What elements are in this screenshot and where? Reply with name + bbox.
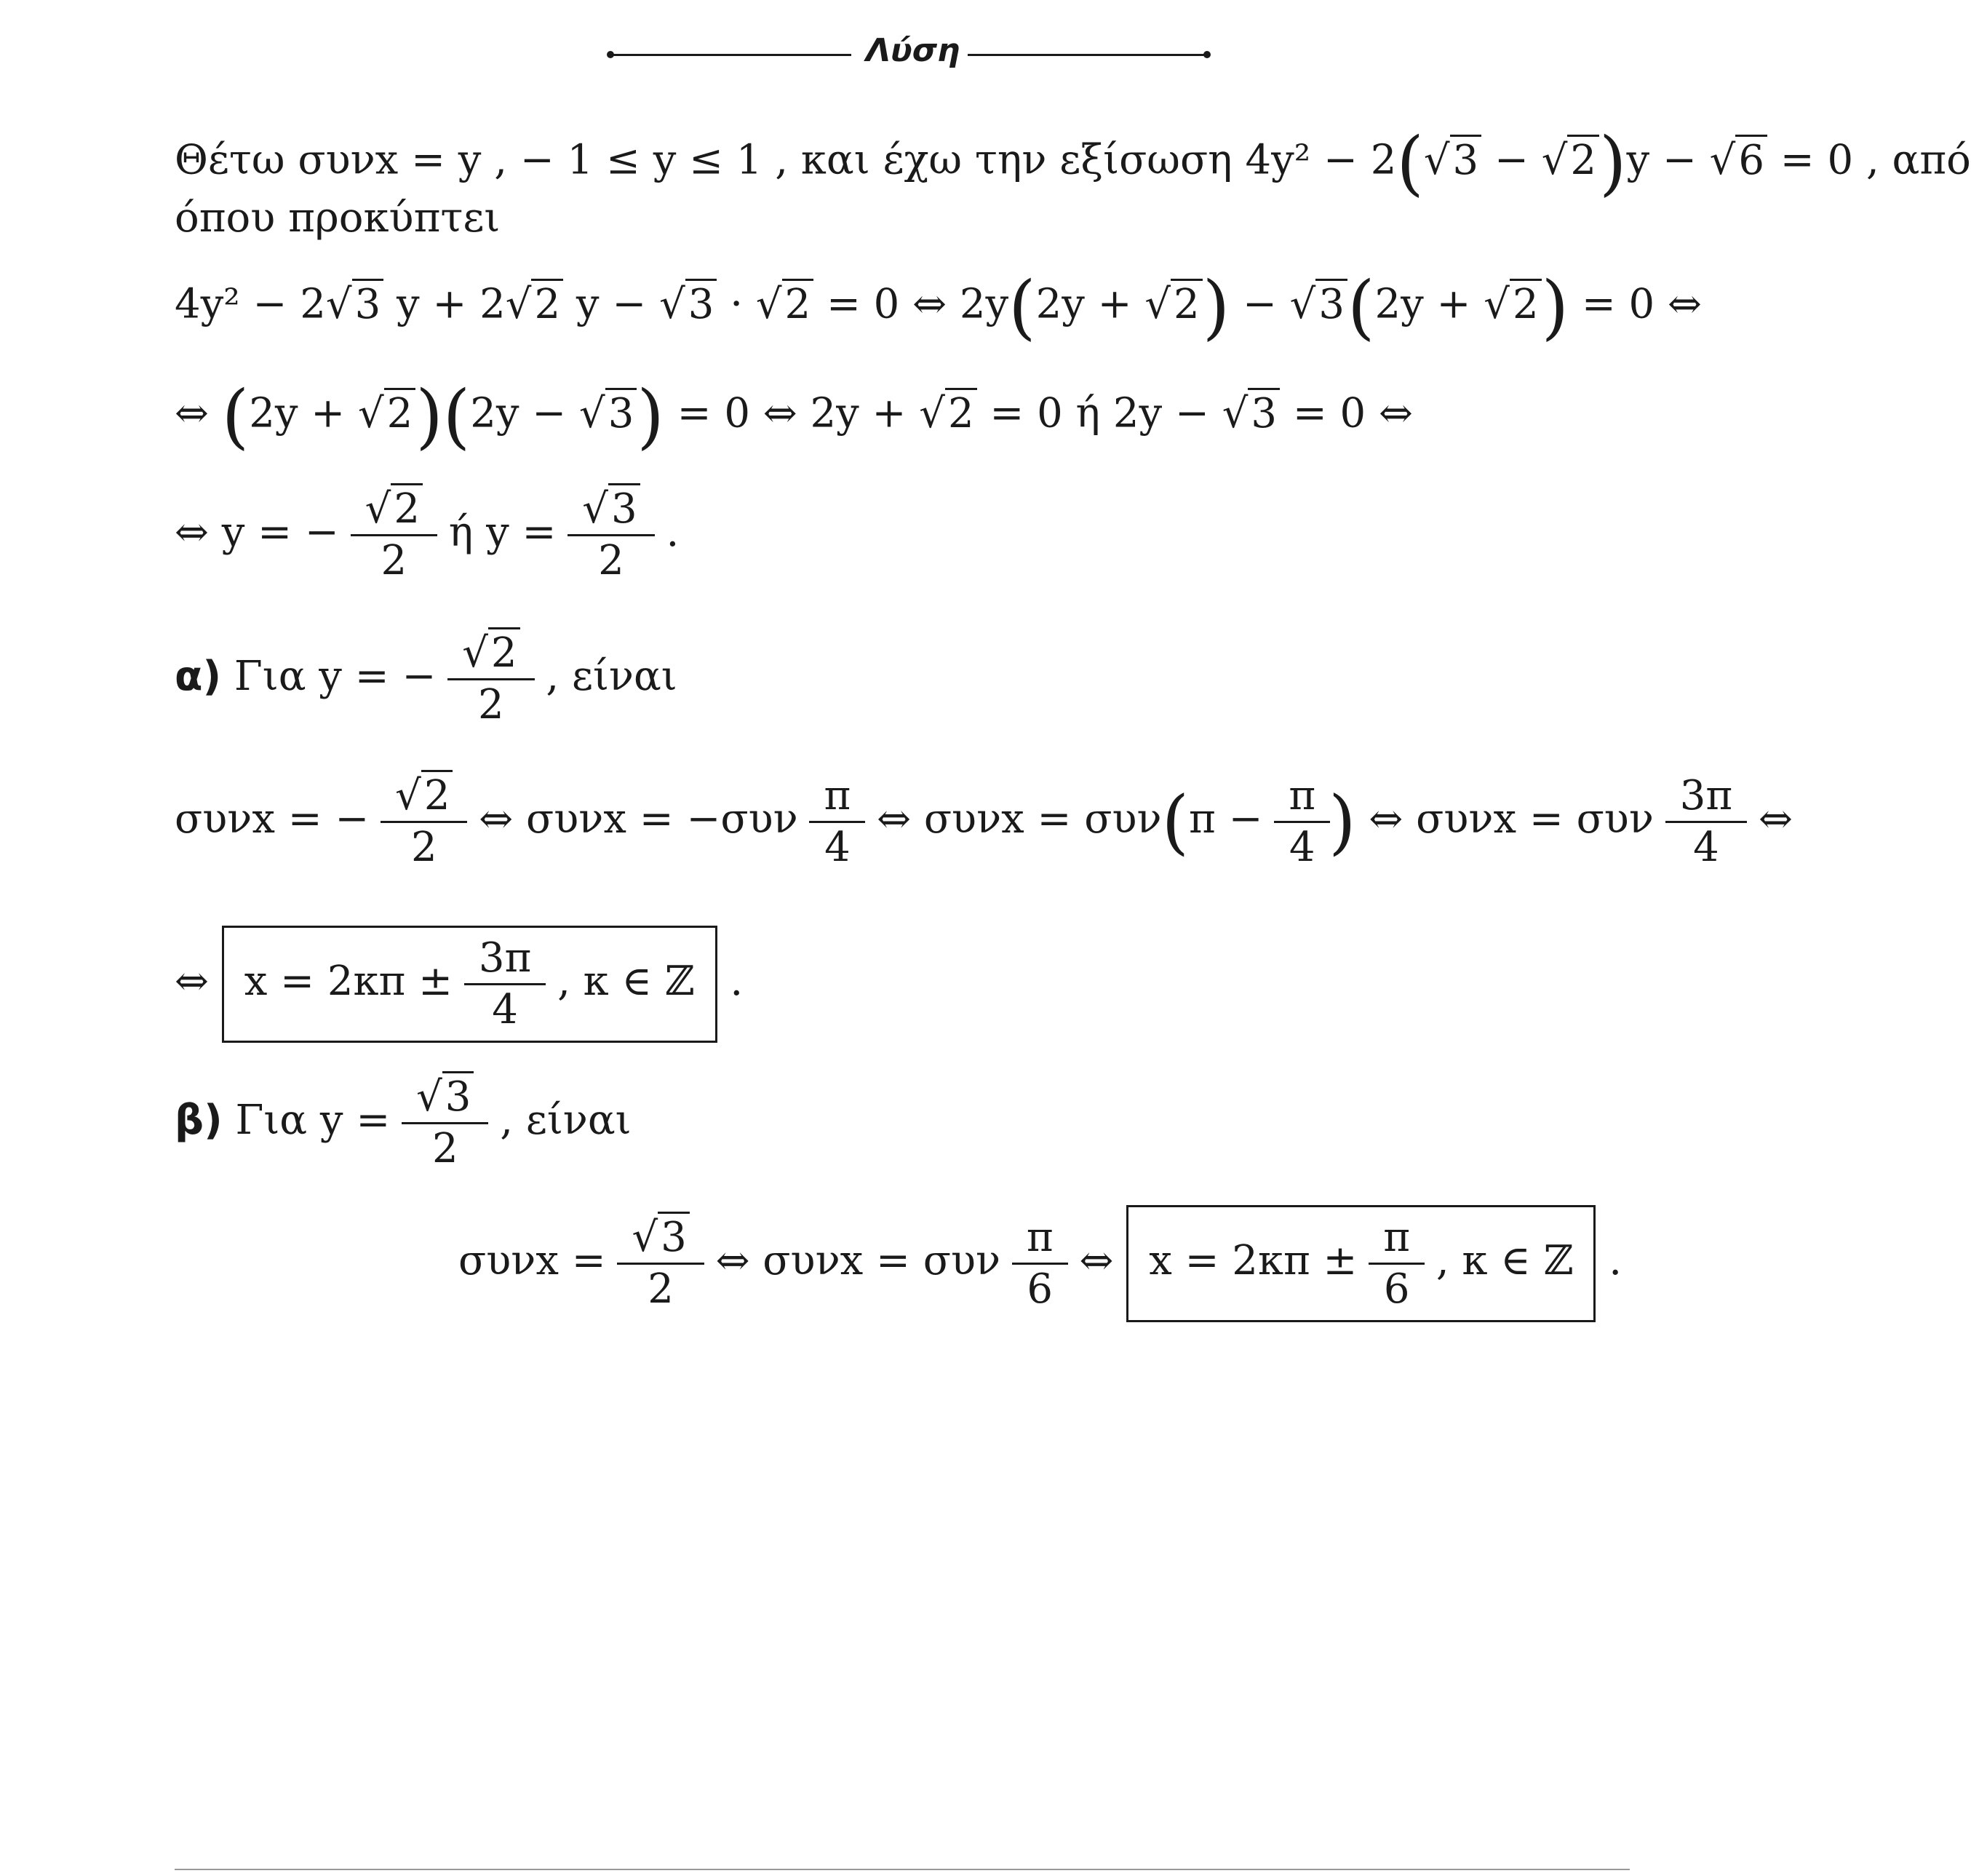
- result-box: x = 2κπ ± $\frac{3\pi}{4}$ , κ ∈ ℤ: [222, 926, 717, 1043]
- intro-line-1: Θέτω συνx = y , − 1 ≤ y ≤ 1 , και έχω την εξίσωση 4y² − 2(√3 − √2)y − √6 = 0 , από: [175, 122, 1971, 204]
- part-a-equation: συνx = − $\frac{√2}{2}$ ⇔ συνx = −συν $\frac{\pi}{4}$ ⇔ συνx = συν(π − $\frac{\pi}{4}$ ) ⇔ συνx = συν $\frac{3\pi}{4}$ ⇔: [175, 776, 1793, 868]
- sqrt: √3: [1424, 140, 1481, 181]
- header-right-rule: [968, 54, 1208, 56]
- fraction: $\frac{√2}{2}$: [358, 489, 430, 581]
- fraction: $\frac{3\pi}{4}$: [1673, 776, 1740, 868]
- sqrt: √2: [1542, 140, 1599, 181]
- fraction: $\frac{\pi}{4}$: [1281, 776, 1323, 868]
- equation-step-3: ⇔ y = − $\frac{√2}{2}$ ή y = $\frac{√3}{2}$ .: [175, 489, 679, 581]
- footer-rule: [175, 1869, 1630, 1870]
- sqrt: √6: [1710, 140, 1767, 181]
- part-a-result: ⇔ x = 2κπ ± $\frac{3\pi}{4}$ , κ ∈ ℤ .: [175, 926, 743, 1043]
- part-b-intro: β) Για y = $\frac{√3}{2}$ , είναι: [175, 1077, 632, 1169]
- header-right-dot: [1203, 51, 1211, 58]
- fraction: $\frac{3\pi}{4}$: [471, 938, 538, 1030]
- fraction: $\frac{√3}{2}$: [409, 1077, 481, 1169]
- fraction: $\frac{√3}{2}$: [575, 489, 647, 581]
- equation-step-2: ⇔ (2y + √2)(2y − √3) = 0 ⇔ 2y + √2 = 0 ή 2y − √3 = 0 ⇔: [175, 375, 1413, 457]
- part-a-intro: α) Για y = − $\frac{√2}{2}$ , είναι: [175, 633, 677, 726]
- part-b-label: β): [175, 1097, 223, 1144]
- header-left-rule: [611, 54, 851, 56]
- part-a-label: α): [175, 653, 222, 700]
- result-box: x = 2κπ ± $\frac{\pi}{6}$ , κ ∈ ℤ: [1126, 1205, 1596, 1322]
- part-b-equation: συνx = $\frac{√3}{2}$ ⇔ συνx = συν $\frac{\pi}{6}$ ⇔ x = 2κπ ± $\frac{\pi}{6}$ , κ ∈ ℤ .: [458, 1205, 1622, 1322]
- fraction: $\frac{\pi}{4}$: [816, 776, 858, 868]
- equation-step-1: 4y² − 2√3 y + 2√2 y − √3 · √2 = 0 ⇔ 2y(2y + √2) − √3(2y + √2) = 0 ⇔: [175, 266, 1702, 348]
- fraction: $\frac{√3}{2}$: [624, 1217, 696, 1310]
- header-title: Λύση: [866, 32, 960, 69]
- fraction: $\frac{√2}{2}$: [455, 633, 527, 726]
- fraction: $\frac{√2}{2}$: [388, 776, 460, 868]
- fraction: $\frac{\pi}{6}$: [1376, 1217, 1417, 1310]
- fraction: $\frac{\pi}{6}$: [1019, 1217, 1061, 1310]
- intro-line-2: όπου προκύπτει: [175, 194, 501, 242]
